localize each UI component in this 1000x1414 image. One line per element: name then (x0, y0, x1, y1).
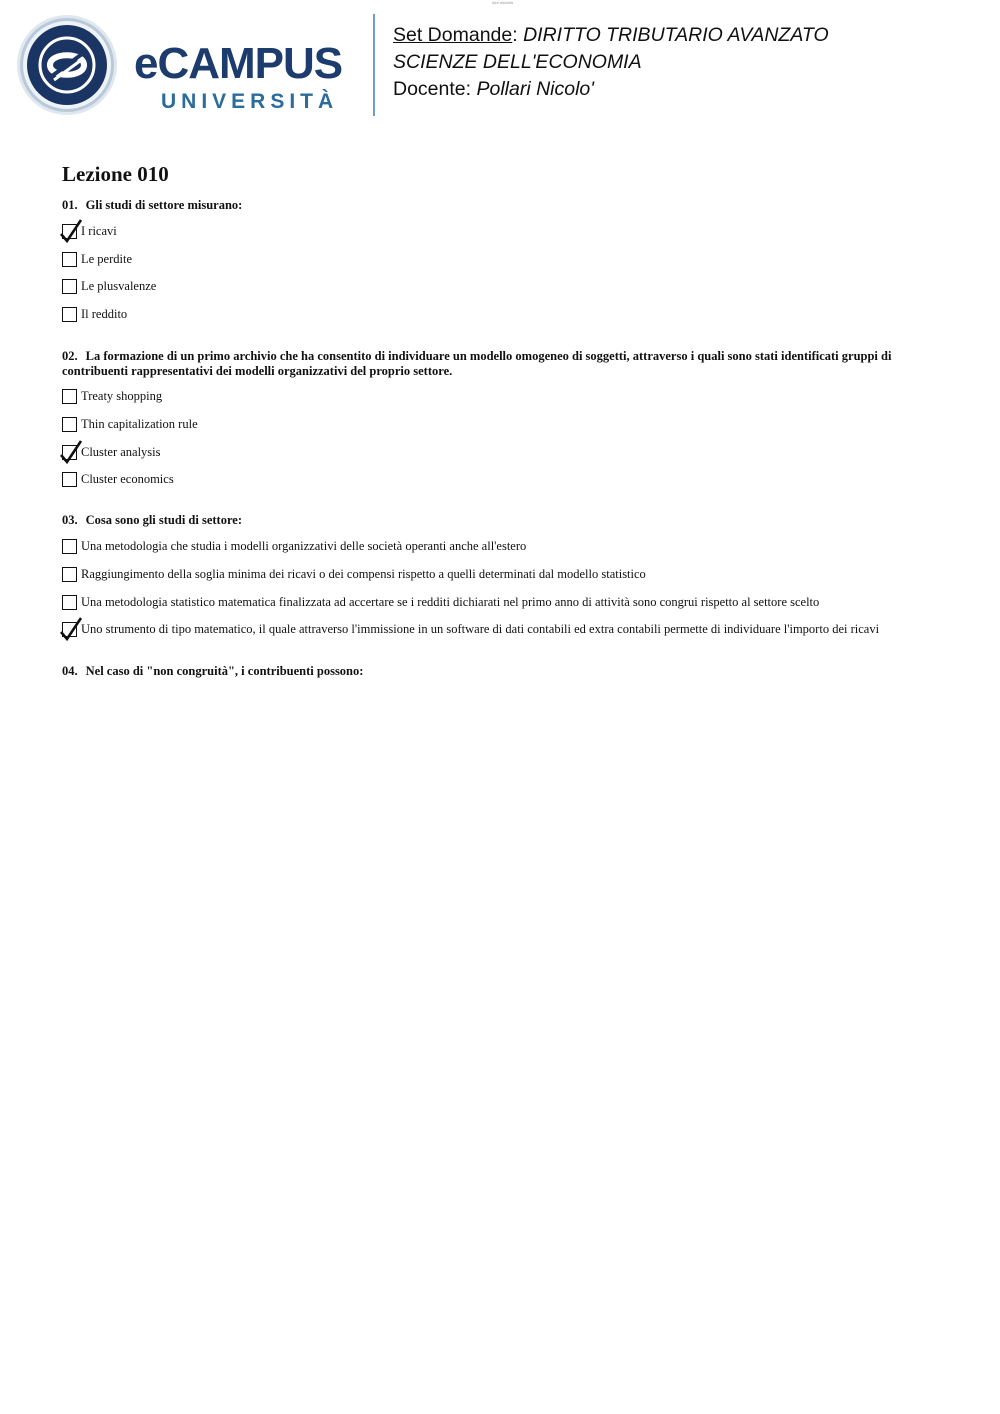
question-text (62, 664, 912, 679)
question-04 (62, 664, 912, 679)
question-text (62, 513, 912, 528)
question-prompt: Gli studi di settore misurano: (85, 198, 243, 212)
answer-text: Il reddito (81, 307, 128, 321)
answer-checkbox[interactable] (62, 539, 77, 554)
question-prompt: Nel caso di "non congruità", i contribuenti possono: (85, 664, 364, 678)
teacher-label: Docente: (393, 78, 472, 100)
answer-checkbox[interactable] (62, 595, 77, 610)
brand-wordmark: eCAMPUS (134, 39, 343, 88)
set-separator: : (512, 24, 518, 46)
answer-text: Uno strumento di tipo matematico, il quale attraverso l'immissione in un software di dati contabili ed extra contabili permette di individuare l'importo dei ricavi (81, 622, 880, 636)
lesson-title: Lezione 010 (62, 162, 169, 186)
question-prompt: Cosa sono gli studi di settore: (85, 513, 243, 527)
answer-checkbox[interactable] (62, 389, 77, 404)
course-header (393, 22, 829, 103)
answer-text: Thin capitalization rule (81, 417, 198, 431)
answer-text: Una metodologia che studia i modelli organizzativi delle società operanti anche all'estero (81, 539, 527, 553)
answer-text: I ricavi (81, 224, 117, 238)
question-number: 04. (62, 664, 78, 678)
answer-checkbox[interactable] (62, 567, 77, 582)
header-divider (373, 14, 375, 116)
university-seal-icon (16, 14, 118, 116)
set-label: Set Domande (393, 24, 513, 46)
question-number: 02. (62, 349, 78, 363)
answer-text: Le perdite (81, 252, 133, 266)
page-top-mark: ### ###### (492, 0, 514, 5)
answer-text: Cluster economics (81, 472, 174, 486)
teacher-line (393, 76, 829, 103)
teacher-name: Pollari Nicolo' (476, 78, 594, 100)
question-03 (62, 513, 912, 636)
question-text (62, 349, 912, 379)
brand-subtitle: UNIVERSITÀ (161, 90, 339, 113)
answer-checkbox[interactable] (62, 279, 77, 294)
answer-checkbox[interactable] (62, 472, 77, 487)
answer-text: Cluster analysis (81, 445, 161, 459)
question-text (62, 198, 912, 213)
course-name: DIRITTO TRIBUTARIO AVANZATO (523, 24, 829, 46)
answer-text: Una metodologia statistico matematica finalizzata ad accertare se i redditi dichiarati nel primo anno di attività sono congrui rispetto al settore scelto (81, 595, 820, 609)
question-number: 03. (62, 513, 78, 527)
question-02 (62, 349, 912, 486)
course-line (393, 22, 829, 49)
answer-checkbox[interactable] (62, 307, 77, 322)
answer-text: Le plusvalenze (81, 279, 157, 293)
question-number: 01. (62, 198, 78, 212)
question-01 (62, 198, 912, 321)
answer-checkbox[interactable] (62, 252, 77, 267)
answer-checkbox[interactable] (62, 417, 77, 432)
answer-text: Raggiungimento della soglia minima dei ricavi o dei compensi rispetto a quelli determinati dal modello statistico (81, 567, 646, 581)
ecampus-logo (16, 14, 356, 116)
answer-text: Treaty shopping (81, 389, 163, 403)
question-prompt: La formazione di un primo archivio che ha consentito di individuare un modello omogeneo di soggetti, attraverso i quali sono stati identificati gruppi di contribuenti rappresentativi dei modelli organizzativi del proprio settore. (62, 349, 892, 378)
faculty-name: SCIENZE DELL'ECONOMIA (393, 51, 642, 73)
